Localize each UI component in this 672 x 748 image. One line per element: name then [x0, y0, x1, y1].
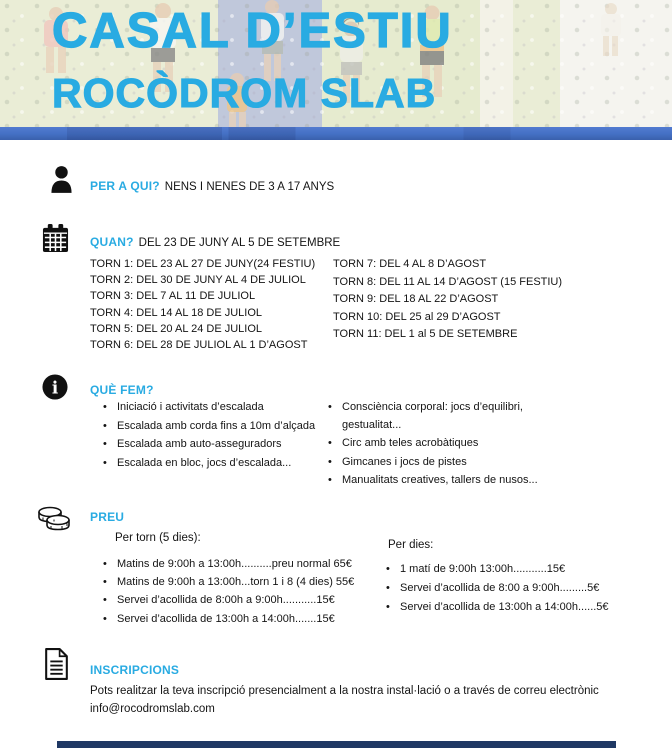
torn-item: TORN 5: DEL 20 AL 24 DE JULIOL: [90, 322, 263, 335]
per-torn-heading: Per torn (5 dies):: [115, 532, 201, 544]
list-item: • Servei d’acollida de 8:00h a 9:00h...........15€: [100, 591, 380, 609]
section-label-what: QUÈ FEM?: [90, 383, 154, 397]
document-icon: [44, 648, 69, 685]
torn-item: TORN 10: DEL 25 al 29 D’AGOST: [333, 310, 501, 323]
header-image: [0, 0, 672, 127]
signup-paragraph: [90, 682, 635, 718]
torn-item: TORN 2: DEL 30 DE JUNY AL 4 DE JULIOL: [90, 274, 306, 287]
header-subtitle: ROCÒDROM SLAB: [52, 70, 437, 116]
torn-item: TORN 11: DEL 1 al 5 DE SETEMBRE: [333, 328, 518, 341]
header-bar: [0, 127, 672, 140]
torn-item: TORN 1: DEL 23 AL 27 DE JUNY(24 FESTIU): [90, 258, 316, 270]
signup-text: Pots realitzar la teva inscripció presencialment a la nostra instal·lació o a través de correu electrònic: [90, 685, 599, 697]
per-dies-heading: Per dies:: [388, 539, 434, 551]
list-item: • Matins de 9:00h a 13:00h...torn 1 i 8 (4 dies) 55€: [100, 573, 380, 591]
price-list-per-torn: [100, 555, 380, 628]
list-item: • Consciència corporal: jocs d’equilibri, gestualitat...: [325, 398, 563, 434]
coins-icon: [36, 504, 72, 537]
header-title: CASAL D’ESTIU: [52, 4, 453, 58]
list-item: • Iniciació i activitats d’escalada: [100, 398, 325, 417]
torn-item: TORN 4: DEL 14 AL 18 DE JULIOL: [90, 306, 263, 319]
list-item: • Gimcanes i jocs de pistes: [325, 453, 563, 471]
who-text: NENS I NENES DE 3 A 17 ANYS: [164, 181, 335, 193]
list-item: • Escalada amb auto-asseguradors: [100, 435, 325, 454]
info-icon: [42, 374, 68, 405]
person-icon: [50, 166, 73, 198]
email-text: info@rocodromslab.com: [90, 703, 215, 715]
torn-item: TORN 7: DEL 4 AL 8 D’AGOST: [333, 258, 487, 270]
list-item: • Servei d’acollida de 13:00h a 14:00h......5€: [383, 598, 643, 617]
list-item: • 1 matí de 9:00h 13:00h...........15€: [383, 560, 643, 579]
when-text: DEL 23 DE JUNY AL 5 DE SETEMBRE: [138, 237, 341, 249]
torn-item: TORN 8: DEL 11 AL 14 D’AGOST (15 FESTIU): [333, 275, 563, 288]
list-item: • Escalada en bloc, jocs d’escalada...: [100, 454, 325, 473]
section-label-price: PREU: [90, 510, 125, 524]
footer-bar: [57, 741, 616, 748]
activities-list-left: [100, 398, 325, 472]
torn-list-right: [333, 256, 562, 344]
list-item: • Escalada amb corda fins a 10m d’alçada: [100, 417, 325, 436]
section-label-signup: INSCRIPCIONS: [90, 663, 180, 677]
torn-item: TORN 9: DEL 18 AL 22 D’AGOST: [333, 293, 499, 306]
torn-item: TORN 6: DEL 28 DE JULIOL AL 1 D’AGOST: [90, 339, 308, 352]
price-list-per-dies: [383, 560, 643, 617]
list-item: • Circ amb teles acrobàtiques: [325, 434, 563, 452]
calendar-icon: [42, 224, 69, 258]
torn-item: TORN 3: DEL 7 AL 11 DE JULIOL: [90, 290, 256, 303]
svg-text:i: i: [51, 377, 59, 398]
list-item: • Servei d’acollida de 13:00h a 14:00h.......15€: [100, 610, 380, 628]
list-item: • Servei d’acollida de 8:00 a 9:00h.........5€: [383, 579, 643, 598]
activities-list-right: [325, 398, 563, 489]
torn-list-left: [90, 256, 315, 353]
section-label-who: PER A QUI?: [90, 179, 160, 193]
section-label-when: QUAN?: [90, 235, 134, 249]
list-item: • Manualitats creatives, tallers de nusos...: [325, 471, 563, 489]
list-item: • Matins de 9:00h a 13:00h..........preu normal 65€: [100, 555, 380, 573]
